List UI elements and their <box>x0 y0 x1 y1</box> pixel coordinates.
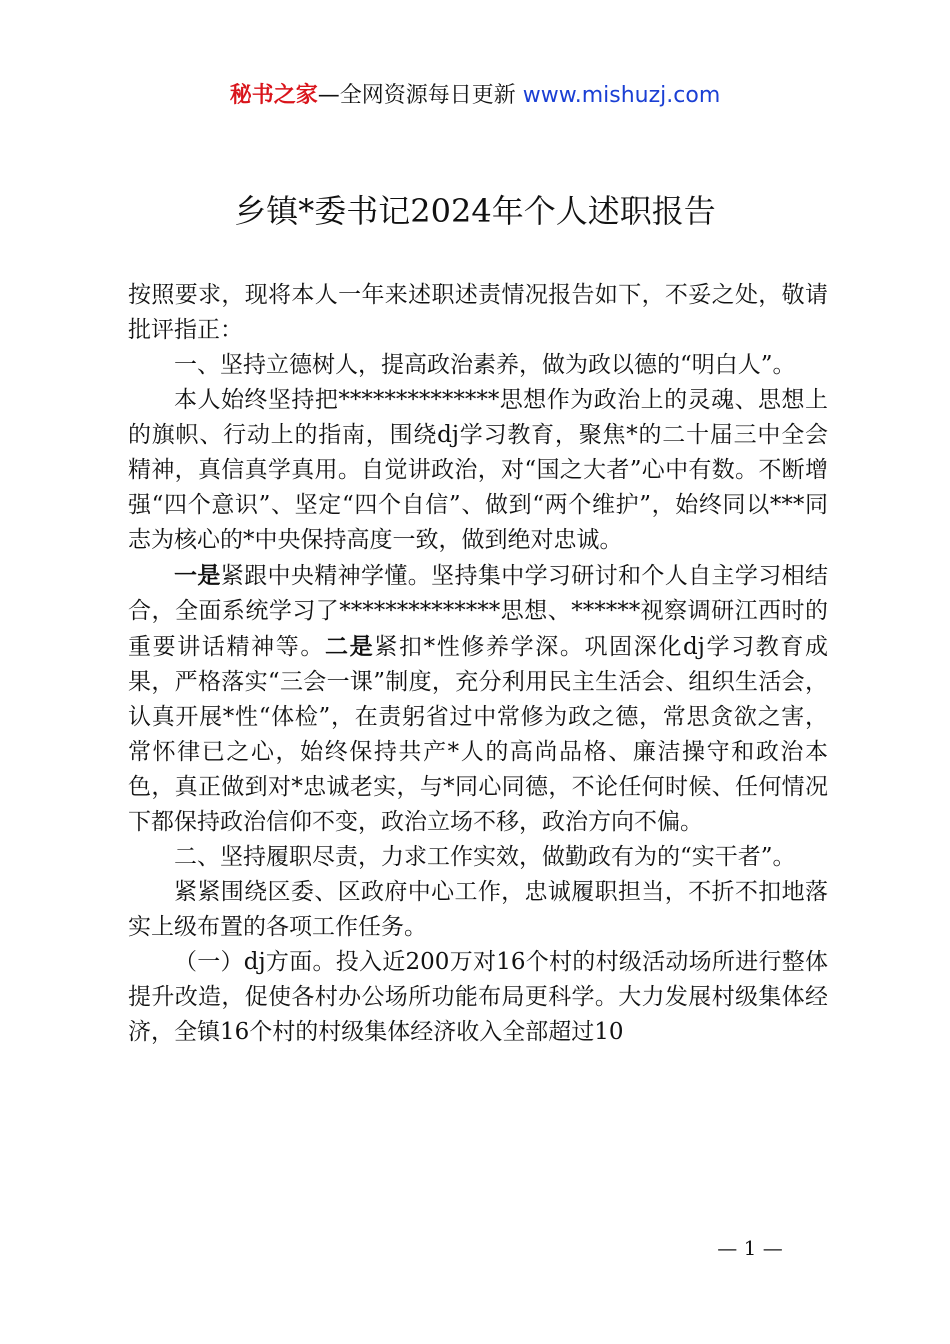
paragraph-study-points <box>128 558 828 840</box>
banner-tagline: —全网资源每日更新 <box>317 83 523 108</box>
paragraph-duties: 紧紧围绕区委、区政府中心工作，忠诚履职担当，不折不扣地落实上级布置的各项工作任务。 <box>128 879 828 940</box>
section-heading-2: 二、坚持履职尽责，力求工作实效，做勤政有为的“实干者”。 <box>174 844 796 870</box>
intro-paragraph: 按照要求，现将本人一年来述职述责情况报告如下，不妥之处，敬请批评指正： <box>128 282 828 343</box>
point-lead-2: 二是 <box>325 633 375 660</box>
paragraph-political-stance: 本人始终坚持把**************思想作为政治上的灵魂、思想上的旗帜、行动上的指南，围绕dj学习教育，聚焦*的二十届三中全会精神，真信真学真用。自觉讲政治，对“国之大者”心中有数。不断增强“四个意识”、坚定“四个自信”、做到“两个维护”，始终同以***同志为核心的*中央保持高度一致，做到绝对忠诚。 <box>128 387 828 553</box>
site-banner <box>0 80 950 112</box>
brand-name: 秘书之家 <box>229 83 318 108</box>
page-number: — 1 — <box>717 1236 783 1260</box>
document-body <box>128 278 828 1050</box>
point-text-2: 紧扣*性修养学深。巩固深化dj学习教育成果，严格落实“三会一课”制度，充分利用民主生活会、组织生活会，认真开展*性“体检”，在责躬省过中常修为政之德，常思贪欲之害，常怀律已之心，始终保持共产*人的高尚品格、廉洁操守和政治本色，真正做到对*忠诚老实，与*同心同德，不论任何时候、任何情况下都保持政治信仰不变，政治立场不移，政治方向不偏。 <box>128 634 829 835</box>
site-url-link[interactable]: www.mishuzj.com <box>522 83 721 108</box>
section-heading-1: 一、坚持立德树人，提高政治素养，做为政以德的“明白人”。 <box>174 352 796 378</box>
document-title: 乡镇*委书记2024年个人述职报告 <box>234 192 716 230</box>
paragraph-dj-work: （一）dj方面。投入近200万对16个村的村级活动场所进行整体提升改造，促使各村办公场所功能布局更科学。大力发展村级集体经济，全镇16个村的村级集体经济收入全部超过10 <box>128 949 828 1045</box>
point-text-1: 紧跟中央精神学懂。坚持集中学习研讨和个人自主学习相结合，全面系统学习了**************思想、******视察调研江西时的重要讲话精神等。 <box>128 563 829 660</box>
point-lead-1: 一是 <box>174 562 221 589</box>
